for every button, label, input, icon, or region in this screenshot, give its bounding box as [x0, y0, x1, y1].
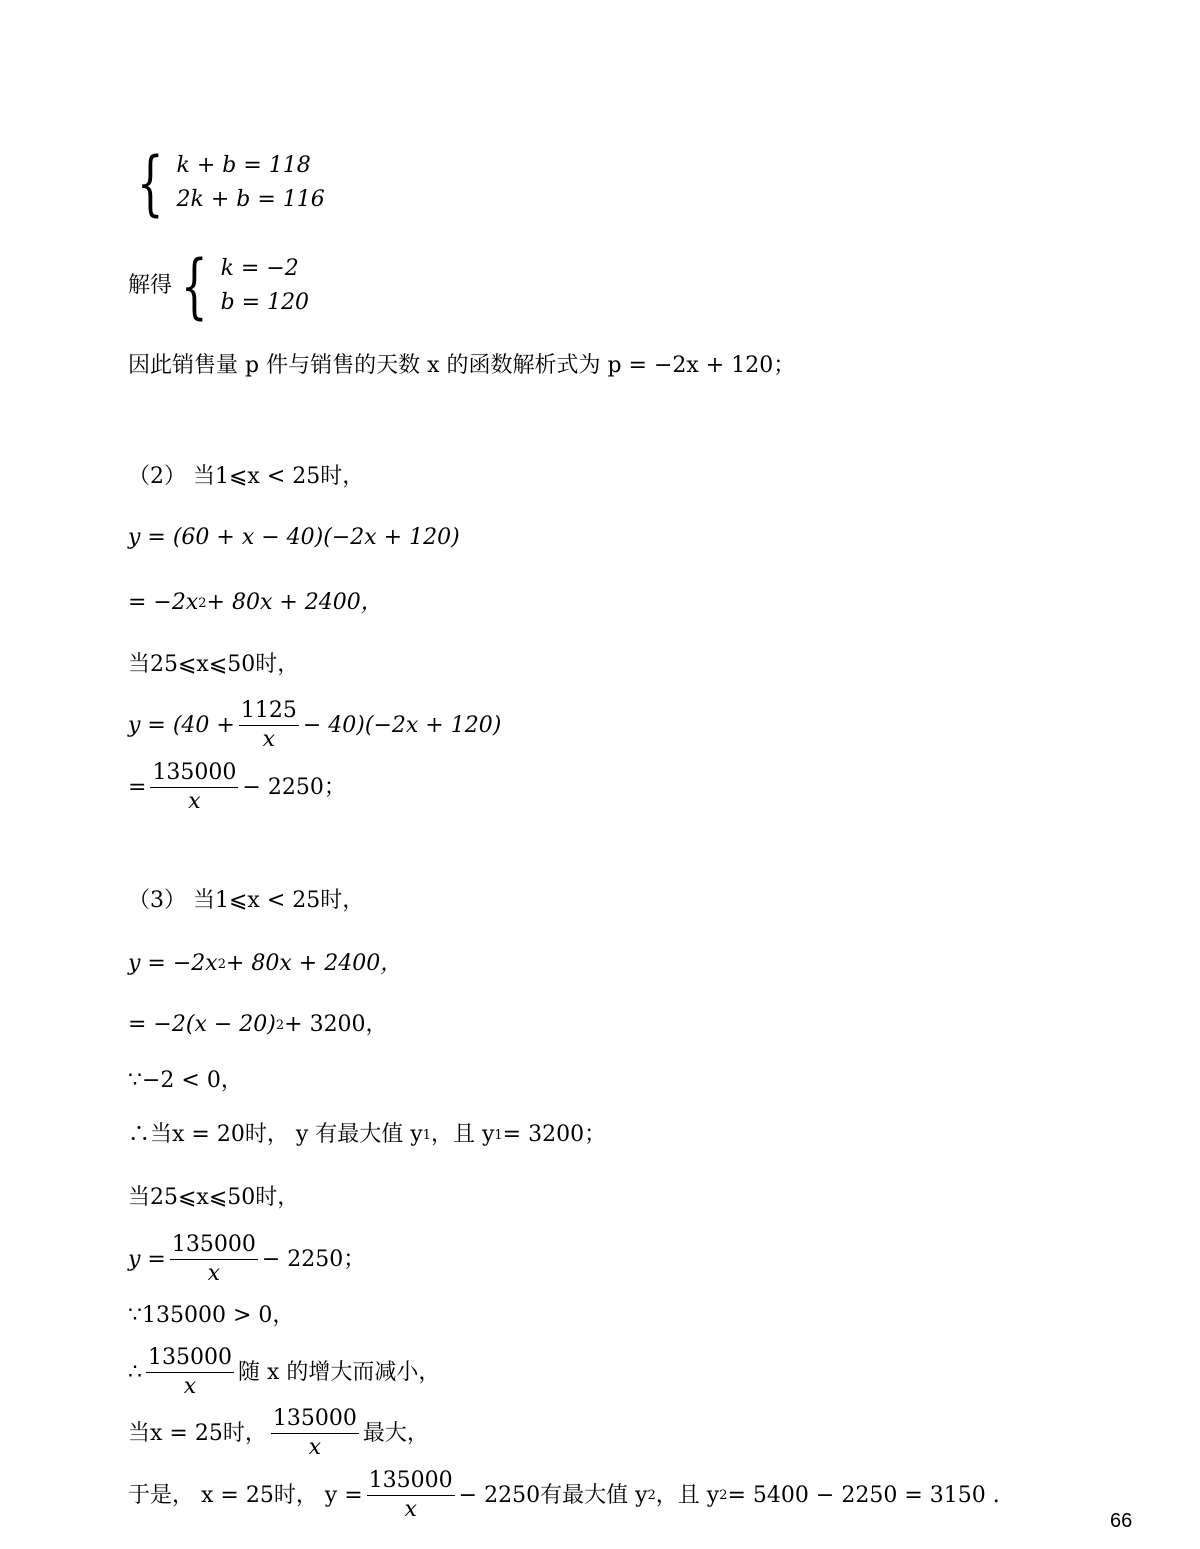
solve-row1: k = −2	[220, 256, 299, 281]
fraction	[146, 1347, 234, 1398]
part2-eq2	[128, 592, 383, 614]
part2-eq1: y = (60 + x − 40)(−2x + 120)	[128, 525, 460, 550]
conclusion-1: 因此销售量 p 件与销售的天数 x 的函数解析式为 p = −2x + 120；	[128, 353, 796, 378]
eq-text: 最大，	[362, 1420, 429, 1446]
eq-text: + 3200，	[284, 1012, 388, 1037]
denominator: x	[262, 727, 276, 752]
eq-text: + 80x + 2400，	[225, 951, 403, 976]
solve-row2: b = 120	[220, 290, 310, 315]
page-number: 66	[1110, 1510, 1133, 1532]
numerator: 135000	[150, 762, 238, 788]
left-brace: {	[136, 142, 164, 224]
eq-text: = 5400 − 2250 = 3150 .	[727, 1482, 1000, 1508]
exponent: 2	[217, 956, 226, 972]
system1-row2: 2k + b = 116	[176, 187, 325, 212]
eq-text: y = −2x	[128, 951, 218, 976]
eq-text: ，且 y	[655, 1482, 720, 1508]
eq-text: 随 x 的增大而减小，	[237, 1359, 441, 1385]
eq-text: 于是， x = 25时， y =	[128, 1482, 363, 1508]
equation-system-1	[128, 142, 325, 224]
part3-therefore1	[128, 1124, 606, 1146]
part3-eq3	[128, 1234, 365, 1285]
denominator: x	[188, 789, 201, 814]
numerator: 135000	[170, 1234, 258, 1260]
denominator: x	[207, 1261, 221, 1286]
subscript: 1	[422, 1127, 431, 1143]
part3-when	[128, 1408, 429, 1459]
eq-text: − 2250；	[261, 1246, 366, 1272]
eq-text: − 40)(−2x + 120)	[302, 712, 502, 738]
numerator: 135000	[146, 1347, 234, 1373]
eq-text: =	[128, 774, 147, 800]
part3-therefore2	[128, 1347, 440, 1398]
part2-eq3	[128, 700, 501, 751]
numerator: 135000	[271, 1408, 359, 1434]
eq-text: ∴当x = 20时， y 有最大值 y	[128, 1122, 423, 1147]
part2-cond2: 当25⩽x⩽50时，	[128, 652, 300, 677]
part3-eq2	[128, 1014, 388, 1036]
numerator: 135000	[367, 1470, 455, 1496]
eq-text: ∴	[128, 1359, 142, 1385]
exponent: 2	[275, 1017, 285, 1033]
numerator: 1125	[239, 700, 299, 726]
solution-system	[128, 245, 310, 327]
exponent: 2	[198, 595, 207, 611]
left-brace: {	[180, 245, 208, 327]
solve-prefix: 解得	[128, 273, 173, 298]
eq-text: = −2(x − 20)	[128, 1012, 276, 1037]
part3-cond2: 当25⩽x⩽50时，	[128, 1185, 300, 1210]
fraction	[239, 700, 299, 751]
fraction	[150, 762, 238, 813]
part2-eq4	[128, 762, 346, 813]
denominator: x	[404, 1497, 417, 1522]
eq-text: = 3200；	[502, 1122, 607, 1147]
subscript: 1	[494, 1127, 503, 1143]
part2-heading: （2） 当1⩽x < 25时，	[128, 464, 365, 489]
system1-row1: k + b = 118	[176, 153, 311, 178]
part3-final	[128, 1470, 1000, 1521]
eq-text: y =	[128, 1246, 166, 1272]
denominator: x	[308, 1435, 322, 1460]
eq-text: − 2250有最大值 y	[458, 1482, 648, 1508]
part3-heading: （3） 当1⩽x < 25时，	[128, 888, 365, 913]
part3-because1: ∵−2 < 0，	[128, 1068, 243, 1093]
subscript: 2	[719, 1488, 728, 1503]
part3-because2: ∵135000 > 0，	[128, 1303, 295, 1328]
eq-text: 当x = 25时，	[128, 1420, 267, 1446]
subscript: 2	[647, 1488, 656, 1503]
eq-text: ，且 y	[430, 1122, 495, 1147]
fraction	[367, 1470, 455, 1521]
eq-text: y = (40 +	[128, 712, 235, 738]
eq-text: = −2x	[128, 590, 199, 615]
denominator: x	[183, 1374, 197, 1399]
fraction	[271, 1408, 359, 1459]
eq-text: − 2250；	[242, 774, 346, 800]
eq-text: + 80x + 2400，	[206, 590, 383, 615]
part3-eq1	[128, 953, 402, 975]
fraction	[170, 1234, 258, 1285]
